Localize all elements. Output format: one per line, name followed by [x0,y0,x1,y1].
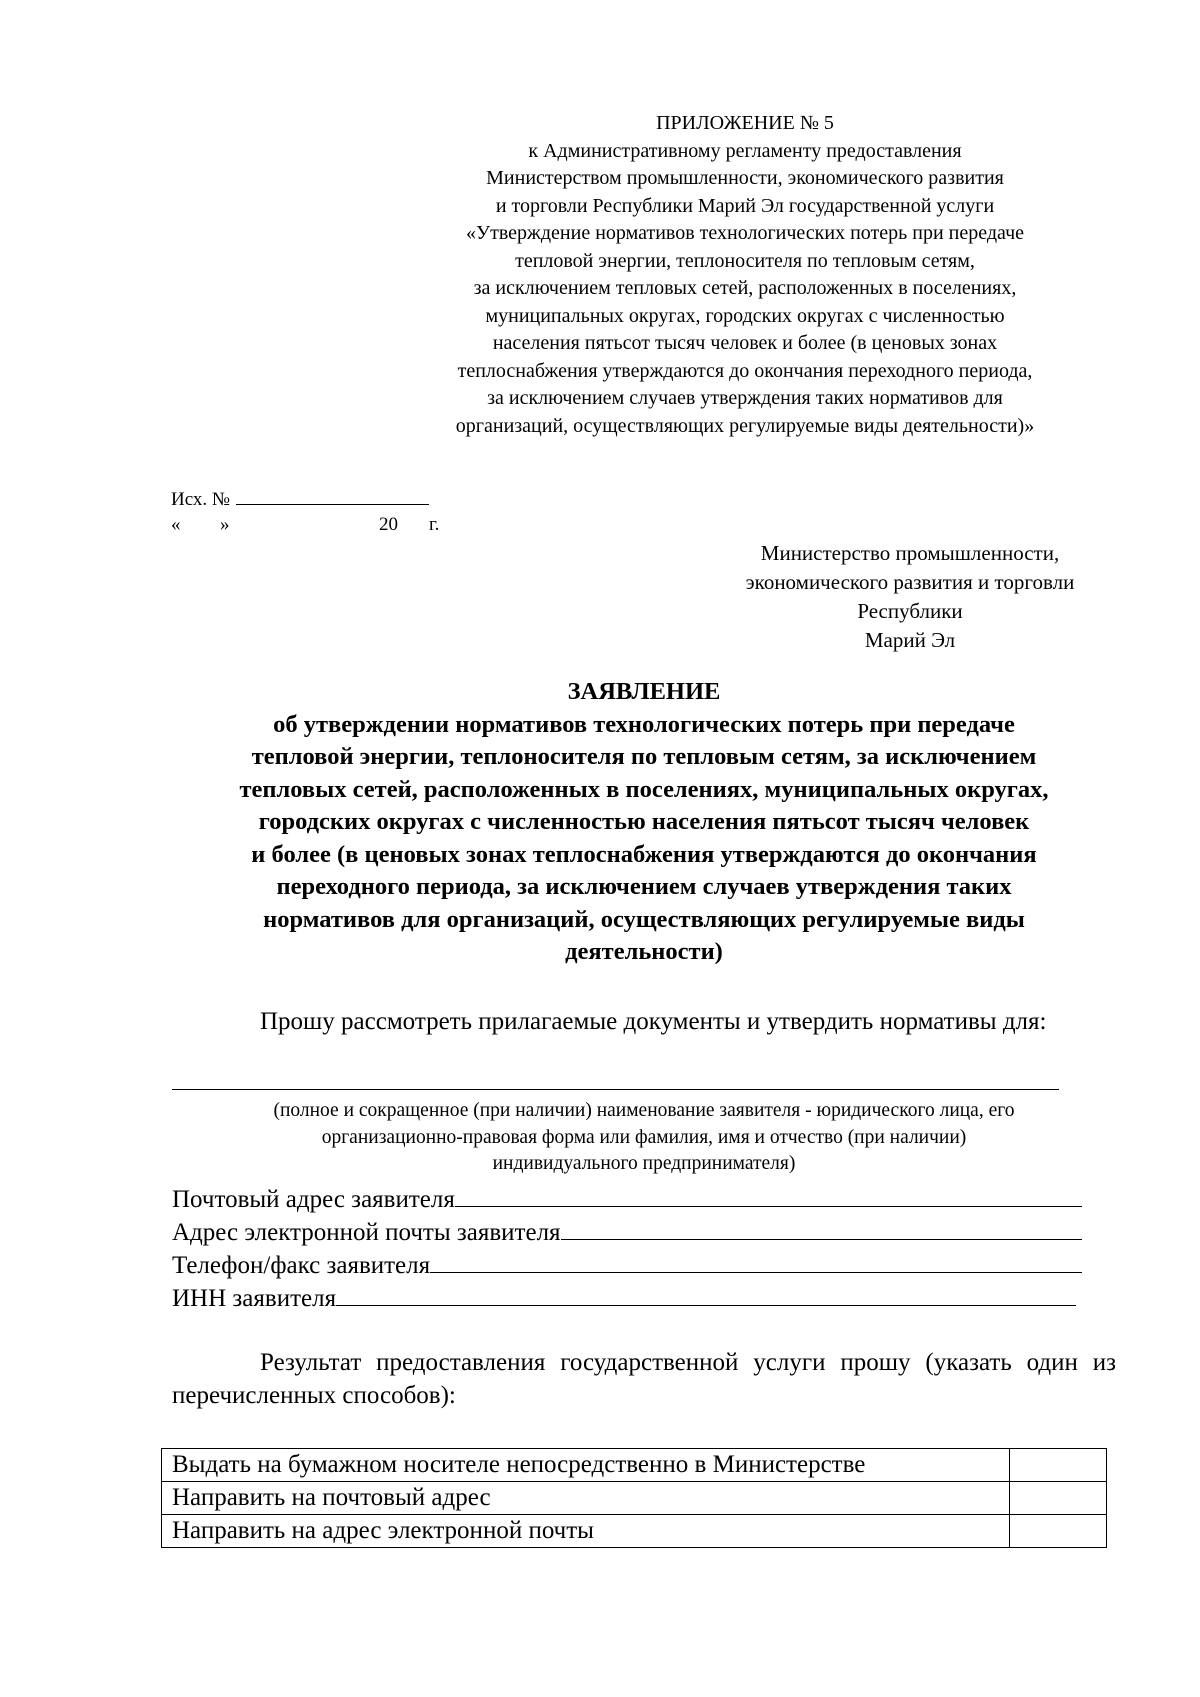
inn-label: ИНН заявителя [172,1285,337,1312]
title-line: об утверждении нормативов технологических потерь при передаче [273,710,1015,738]
title-line: нормативов для организаций, осуществляющих регулируемые виды [263,905,1025,933]
option-checkbox[interactable] [1010,1482,1107,1515]
addressee-block [705,539,1115,655]
caption-line: организационно-правовая форма или фамилия, имя и отчество (при наличии) [321,1126,967,1148]
appendix-line: и торговли Республики Марий Эл государственной услуги [495,194,995,217]
title-line: городских округах с численностью населения пятьсот тысяч человек [258,808,1030,835]
addressee-line: Республики [857,599,963,623]
inn-row [172,1282,1082,1315]
email-field[interactable] [561,1217,1082,1240]
appendix-line: тепловой энергии, теплоносителя по тепловым сетям, [515,249,975,272]
email-row [172,1216,1082,1249]
appendix-header [380,110,1110,440]
outgoing-reference [171,486,440,538]
option-label: Направить на адрес электронной почты [162,1515,1010,1548]
appendix-line: организаций, осуществляющих регулируемые виды деятельности)» [455,414,1035,437]
outgoing-number-label: Исх. № [171,489,231,510]
page-title: ЗАЯВЛЕНИЕ [567,678,721,705]
inn-field[interactable] [336,1283,1076,1306]
applicant-name-field[interactable] [172,1089,1059,1090]
applicant-fields [172,1183,1082,1315]
postal-address-field[interactable] [455,1184,1082,1207]
title-line: переходного периода, за исключением случаев утверждения таких [276,873,1012,900]
phone-fax-label: Телефон/факс заявителя [172,1252,431,1279]
outgoing-date-row [171,512,440,538]
postal-address-label: Почтовый адрес заявителя [172,1186,455,1213]
title-line: и более (в ценовых зонах теплоснабжения утверждаются до окончания [251,840,1037,868]
addressee-line: экономического развития и торговли [745,570,1075,594]
caption-line: индивидуального предпринимателя) [492,1153,796,1174]
addressee-line: Марий Эл [864,628,956,652]
option-checkbox[interactable] [1010,1515,1107,1548]
title-line: тепловой энергии, теплоносителя по тепловым сетям, за исключением [251,743,1037,770]
caption-line: (полное и сокращенное (при наличии) наименование заявителя - юридического лица, его [273,1100,1015,1121]
appendix-line: населения пятьсот тысяч человек и более (в ценовых зонах [492,332,998,354]
table-row [162,1515,1107,1548]
result-paragraph: Результат предоставления государственной услуги прошу (указать один из перечисленных способов): [172,1349,1116,1409]
appendix-line: Министерством промышленности, экономического развития [486,167,1004,189]
option-checkbox[interactable] [1010,1449,1107,1482]
application-title [150,676,1138,969]
appendix-line: «Утверждение нормативов технологических потерь при передаче [465,222,1025,244]
title-line: деятельности) [565,938,723,965]
date-year-prefix: 20 [379,514,398,535]
addressee-line: Министерство промышленности, [760,541,1060,565]
phone-fax-row [172,1249,1082,1282]
outgoing-number-field[interactable] [236,486,429,505]
outgoing-number-row [171,486,429,512]
email-label: Адрес электронной почты заявителя [172,1219,561,1246]
appendix-line: за исключением случаев утверждения таких нормативов для [487,387,1003,409]
title-line: тепловых сетей, расположенных в поселениях, муниципальных округах, [239,775,1049,803]
date-quote-close: » [220,514,230,535]
appendix-line: к Административному регламенту предоставления [528,139,962,162]
option-label: Направить на почтовый адрес [162,1482,1010,1515]
appendix-line: за исключением тепловых сетей, расположенных в поселениях, [473,277,1017,299]
table-row [162,1449,1107,1482]
option-label: Выдать на бумажном носителе непосредственно в Министерстве [162,1449,1010,1482]
appendix-line: теплоснабжения утверждаются до окончания переходного периода, [457,359,1033,382]
appendix-line: муниципальных округах, городских округах с численностью [485,304,1005,327]
applicant-name-caption [150,1098,1138,1178]
phone-fax-field[interactable] [430,1250,1082,1273]
delivery-options-table [161,1448,1107,1548]
postal-address-row [172,1183,1082,1216]
date-quote-open: « [171,514,181,535]
date-year-suffix: г. [429,514,440,535]
request-paragraph: Прошу рассмотреть прилагаемые документы и утвердить нормативы для: [260,1008,1047,1035]
table-row [162,1482,1107,1515]
appendix-title: ПРИЛОЖЕНИЕ № 5 [656,112,834,134]
